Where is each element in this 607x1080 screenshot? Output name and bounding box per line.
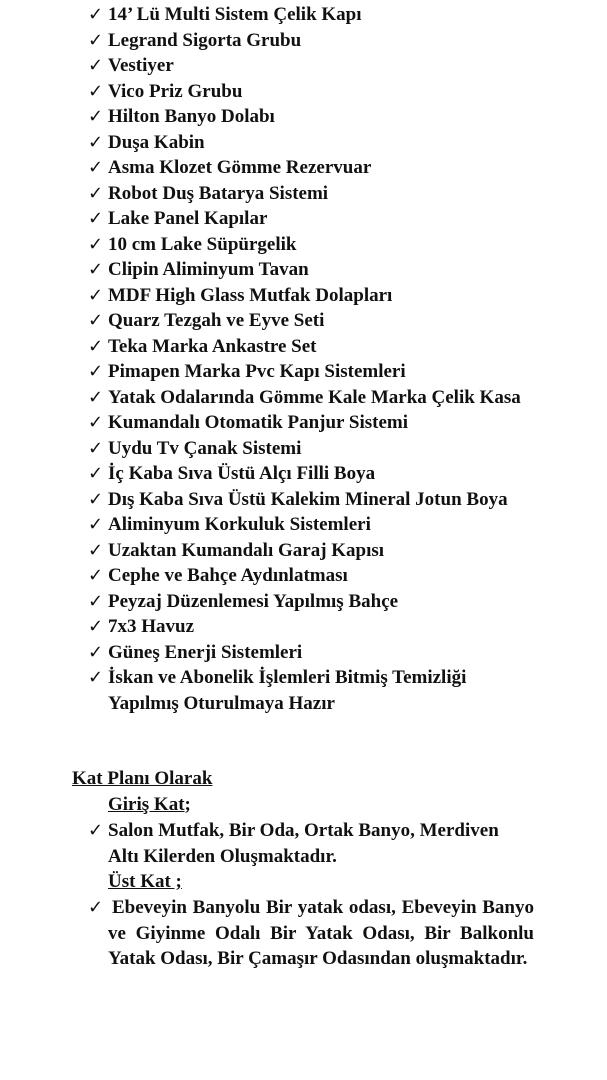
check-icon: ✓	[88, 897, 104, 918]
feature-item-text: Yatak Odalarında Gömme Kale Marka Çelik Kasa	[108, 386, 521, 408]
feature-item	[88, 385, 528, 411]
feature-item-text: Robot Duş Batarya Sistemi	[108, 182, 329, 204]
feature-item-text: Dış Kaba Sıva Üstü Kalekim Mineral Jotun Boya	[108, 488, 508, 510]
floor-plan-heading: Kat Planı Olarak	[72, 768, 213, 789]
feature-item-text: Kumandalı Otomatik Panjur Sistemi	[108, 412, 408, 433]
feature-item	[88, 155, 528, 181]
feature-item-text: Legrand Sigorta Grubu	[108, 29, 302, 51]
check-icon: ✓	[88, 539, 104, 561]
check-icon: ✓	[88, 386, 104, 408]
feature-item	[88, 2, 528, 28]
feature-item-text: MDF High Glass Mutfak Dolapları	[108, 284, 393, 306]
feature-item	[88, 232, 528, 258]
feature-item	[88, 410, 528, 436]
feature-item	[88, 104, 528, 130]
ground-floor-list	[88, 818, 528, 869]
feature-item-text: Cephe ve Bahçe Aydınlatması	[108, 565, 348, 586]
ground-floor-item-text: Salon Mutfak, Bir Oda, Ortak Banyo, Merdiven Altı Kilerden Oluşmaktadır.	[108, 820, 499, 867]
check-icon: ✓	[88, 259, 104, 280]
feature-item-text: 14’ Lü Multi Sistem Çelik Kapı	[108, 4, 362, 25]
feature-item-text: 10 cm Lake Süpürgelik	[108, 233, 297, 255]
check-icon: ✓	[88, 667, 104, 688]
check-icon: ✓	[88, 208, 104, 229]
check-icon: ✓	[88, 55, 104, 76]
feature-item	[88, 436, 528, 462]
feature-item	[88, 257, 528, 283]
feature-item-text: Teka Marka Ankastre Set	[108, 335, 317, 357]
feature-item-text: Duşa Kabin	[108, 131, 205, 153]
check-icon: ✓	[88, 131, 104, 153]
feature-item-text: Clipin Aliminyum Tavan	[108, 259, 309, 280]
ground-floor-item	[88, 818, 528, 869]
ground-floor-heading-suffix: ;	[184, 794, 191, 815]
feature-item-text: Quarz Tezgah ve Eyve Seti	[108, 310, 325, 331]
check-icon: ✓	[88, 310, 104, 331]
feature-item	[88, 538, 528, 564]
check-icon: ✓	[88, 157, 104, 178]
check-icon: ✓	[88, 80, 104, 102]
upper-floor-heading: Üst Kat ;	[108, 871, 182, 892]
feature-item-text: Vestiyer	[108, 55, 174, 76]
feature-item	[88, 206, 528, 232]
feature-item-text: Asma Klozet Gömme Rezervuar	[108, 157, 372, 178]
feature-item-text: Lake Panel Kapılar	[108, 208, 268, 229]
feature-item	[88, 53, 528, 79]
check-icon: ✓	[88, 616, 104, 637]
feature-item-text: Aliminyum Korkuluk Sistemleri	[108, 514, 371, 535]
feature-item	[88, 130, 528, 156]
check-icon: ✓	[88, 29, 104, 51]
check-icon: ✓	[88, 182, 104, 204]
check-icon: ✓	[88, 412, 104, 433]
ground-floor-heading-text: Giriş Kat	[108, 794, 185, 815]
feature-item	[88, 640, 528, 666]
feature-item	[88, 28, 528, 54]
upper-floor-list	[88, 895, 534, 972]
feature-item-text: Uzaktan Kumandalı Garaj Kapısı	[108, 539, 385, 561]
feature-item-text: Pimapen Marka Pvc Kapı Sistemleri	[108, 361, 406, 382]
feature-item	[88, 665, 528, 716]
feature-item	[88, 563, 528, 589]
upper-floor-item-text: Ebeveyin Banyolu Bir yatak odası, Ebeveyin Banyo ve Giyinme Odalı Bir Yatak Odası, Bir Balkonlu Yatak Odası, Bir Çamaşır Odasından oluşmaktadır.	[108, 897, 534, 969]
feature-item-text: Uydu Tv Çanak Sistemi	[108, 437, 302, 459]
check-icon: ✓	[88, 463, 104, 484]
check-icon: ✓	[88, 514, 104, 535]
ground-floor-heading	[108, 792, 191, 818]
feature-item	[88, 487, 528, 513]
check-icon: ✓	[88, 437, 104, 459]
upper-floor-item	[88, 895, 534, 972]
feature-item	[88, 614, 528, 640]
check-icon: ✓	[88, 488, 104, 510]
feature-item	[88, 308, 528, 334]
check-icon: ✓	[88, 361, 104, 382]
feature-item-text: 7x3 Havuz	[108, 616, 195, 637]
feature-item	[88, 461, 528, 487]
feature-item	[88, 181, 528, 207]
feature-item	[88, 512, 528, 538]
feature-item-text: Hilton Banyo Dolabı	[108, 106, 275, 127]
feature-item-text: İç Kaba Sıva Üstü Alçı Filli Boya	[108, 463, 376, 484]
feature-item-text: Güneş Enerji Sistemleri	[108, 641, 303, 663]
feature-item	[88, 589, 528, 615]
check-icon: ✓	[88, 641, 104, 663]
feature-item	[88, 359, 528, 385]
check-icon: ✓	[88, 820, 104, 841]
feature-item-text: Vico Priz Grubu	[108, 80, 243, 102]
feature-item	[88, 79, 528, 105]
check-icon: ✓	[88, 590, 104, 612]
feature-item-text: Peyzaj Düzenlemesi Yapılmış Bahçe	[108, 590, 399, 612]
check-icon: ✓	[88, 565, 104, 586]
check-icon: ✓	[88, 106, 104, 127]
check-icon: ✓	[88, 284, 104, 306]
check-icon: ✓	[88, 335, 104, 357]
features-list	[88, 2, 528, 716]
check-icon: ✓	[88, 4, 104, 25]
feature-item	[88, 334, 528, 360]
feature-item-text: İskan ve Abonelik İşlemleri Bitmiş Temizliği Yapılmış Oturulmaya Hazır	[108, 667, 467, 714]
feature-item	[88, 283, 528, 309]
check-icon: ✓	[88, 233, 104, 255]
